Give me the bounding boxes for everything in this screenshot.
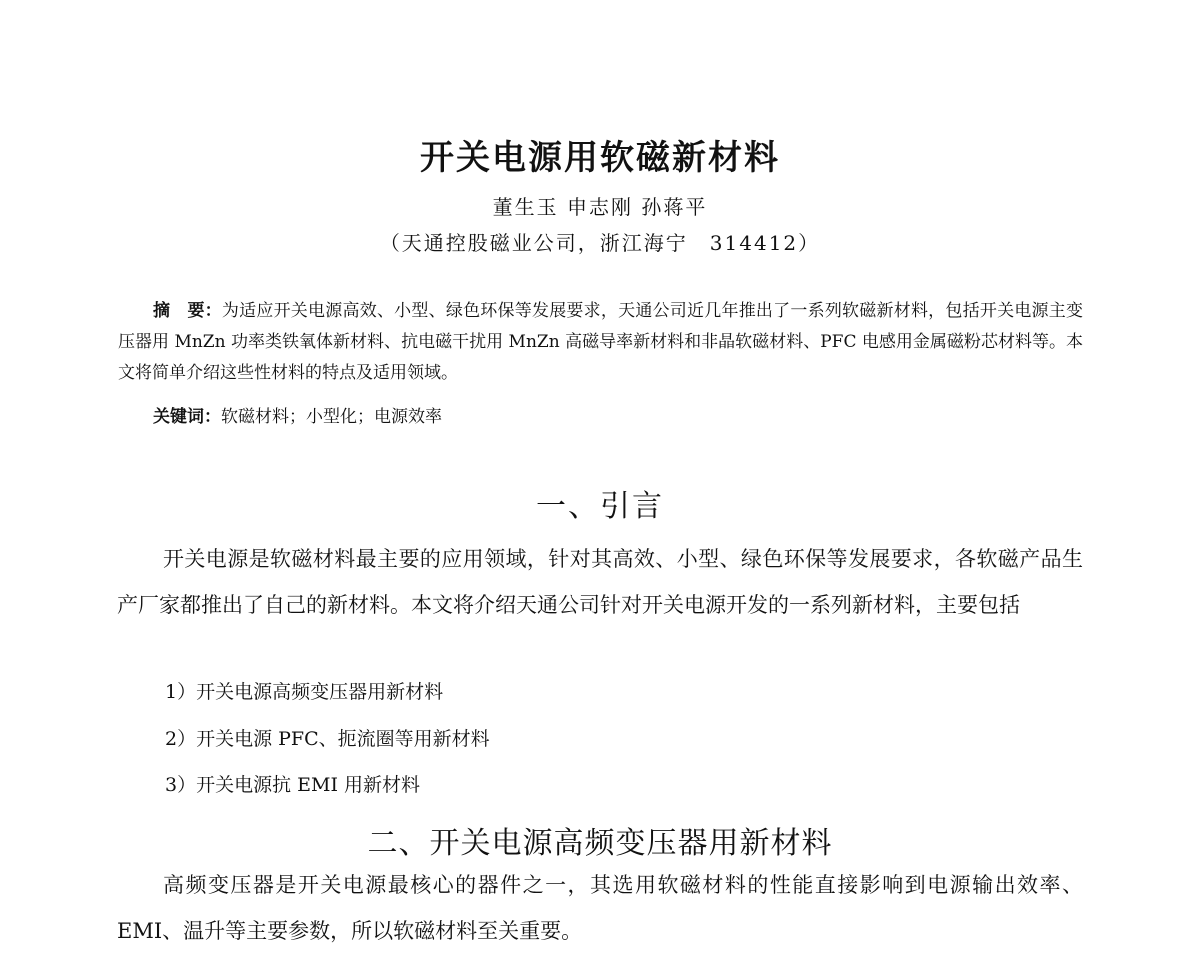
list-item: 1）开关电源高频变压器用新材料 [165, 681, 444, 703]
paper-affiliation: （天通控股磁业公司，浙江海宁 314412） [379, 231, 821, 255]
abstract-text: 为适应开关电源高效、小型、绿色环保等发展要求，天通公司近几年推出了一系列软磁新材料，包括开关电源主变压器用 MnZn 功率类铁氧体新材料、抗电磁干扰用 MnZn 高磁导率新材料和非晶软磁材料、PFC 电感用金属磁粉芯材料等。本文将简单介绍这些性材料的特点及适用领域。 [118, 301, 1083, 383]
paper-authors: 董生玉 申志刚 孙蒋平 [492, 195, 708, 219]
section-paragraph-transformer-materials: 高频变压器是开关电源最核心的器件之一，其选用软磁材料的性能直接影响到电源输出效率、EMI、温升等主要参数，所以软磁材料至关重要。 [117, 873, 1083, 943]
section-paragraph-introduction: 开关电源是软磁材料最主要的应用领域，针对其高效、小型、绿色环保等发展要求，各软磁产品生产厂家都推出了自己的新材料。本文将介绍天通公司针对开关电源开发的一系列新材料，主要包括 [117, 547, 1083, 617]
abstract-label: 摘 要： [153, 301, 222, 321]
keywords [153, 403, 1083, 431]
list-item: 2）开关电源 PFC、扼流圈等用新材料 [165, 728, 490, 750]
section-heading-introduction: 一、引言 [536, 489, 664, 524]
list-item: 3）开关电源抗 EMI 用新材料 [165, 774, 420, 796]
keywords-label: 关键词： [153, 407, 221, 427]
abstract [118, 296, 1083, 389]
keywords-text: 软磁材料；小型化；电源效率 [221, 407, 442, 427]
paper-title: 开关电源用软磁新材料 [420, 138, 780, 178]
section-heading-transformer-materials: 二、开关电源高频变压器用新材料 [367, 826, 833, 861]
